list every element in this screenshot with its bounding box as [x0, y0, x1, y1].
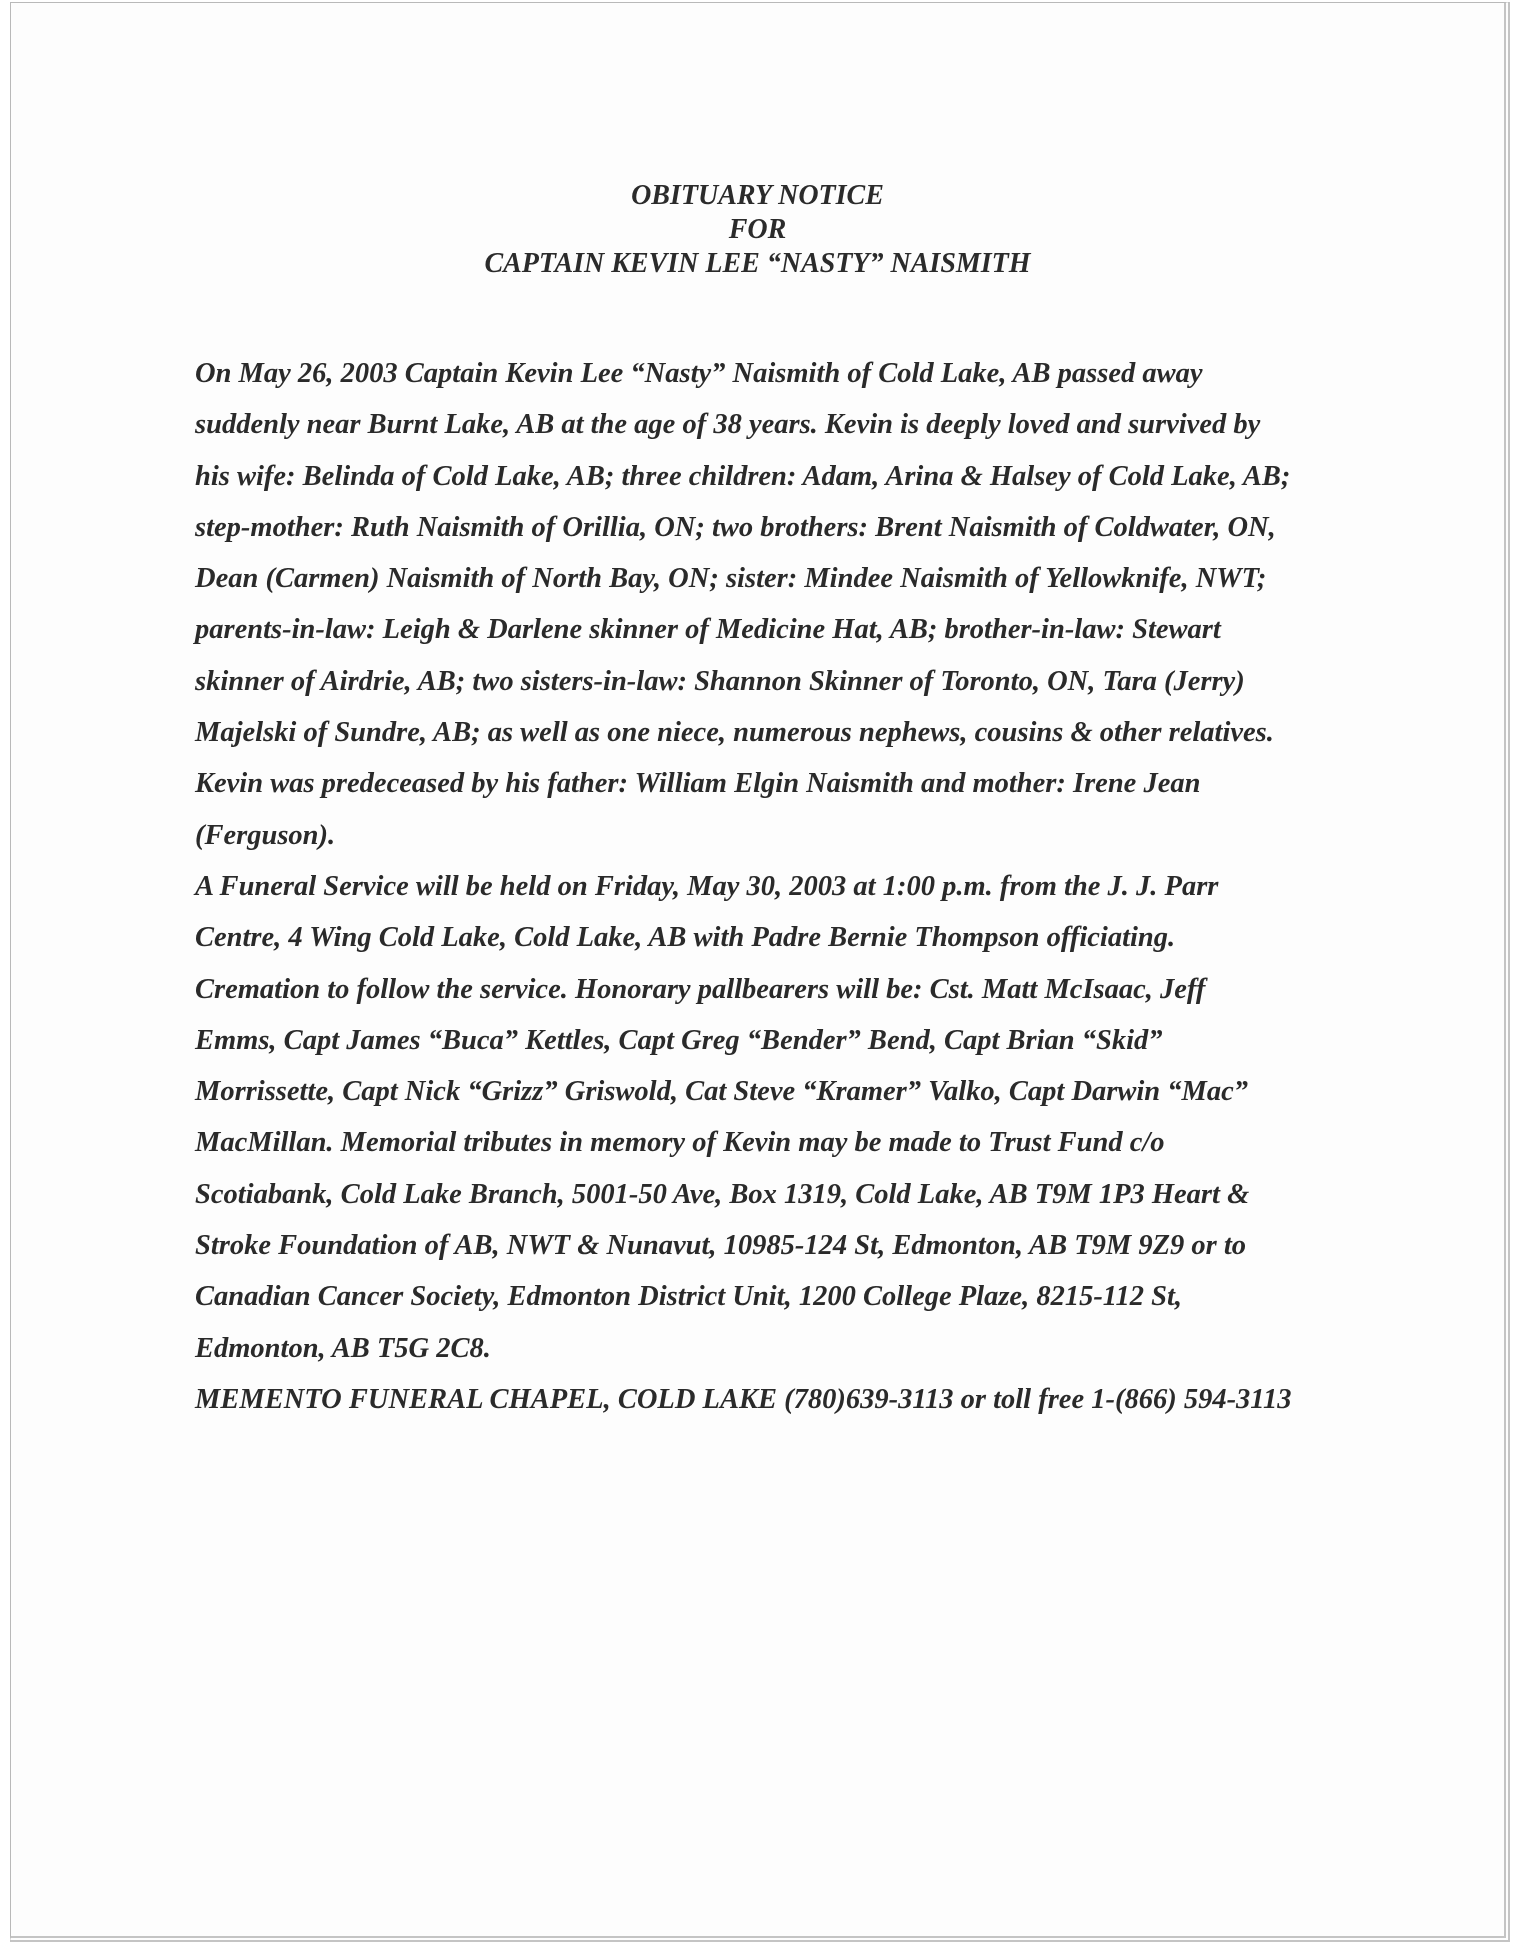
title-line: CAPTAIN KEVIN LEE “NASTY” NAISMITH: [484, 248, 1031, 279]
body-line: Scotiabank, Cold Lake Branch, 5001-50 Ave, Box 1319, Cold Lake, AB T9M 1P3 Heart &: [195, 1178, 1250, 1210]
body-line: Majelski of Sundre, AB; as well as one niece, numerous nephews, cousins & other relatives.: [195, 717, 1274, 749]
body-line: Stroke Foundation of AB, NWT & Nunavut, 10985-124 St, Edmonton, AB T9M 9Z9 or to: [195, 1230, 1246, 1262]
title-line: OBITUARY NOTICE: [631, 180, 884, 211]
body-line: Morrissette, Capt Nick “Grizz” Griswold, Cat Steve “Kramer” Valko, Capt Darwin “Mac”: [195, 1076, 1249, 1108]
document-page: [10, 2, 1510, 1942]
body-line: Edmonton, AB T5G 2C8.: [195, 1332, 491, 1364]
body-line: MacMillan. Memorial tributes in memory of Kevin may be made to Trust Fund c/o: [195, 1127, 1165, 1159]
body-line: On May 26, 2003 Captain Kevin Lee “Nasty” Naismith of Cold Lake, AB passed away: [195, 358, 1203, 389]
body-line: Kevin was predeceased by his father: William Elgin Naismith and mother: Irene Jean: [195, 768, 1201, 800]
body-line: skinner of Airdrie, AB; two sisters-in-law: Shannon Skinner of Toronto, ON, Tara (Jerry): [195, 665, 1245, 697]
body-line: MEMENTO FUNERAL CHAPEL, COLD LAKE (780)639-3113 or toll free 1-(866) 594-3113: [195, 1383, 1292, 1415]
document-title: [11, 179, 1504, 281]
body-line: Dean (Carmen) Naismith of North Bay, ON; sister: Mindee Naismith of Yellowknife, NWT;: [195, 563, 1267, 595]
body-line: parents-in-law: Leigh & Darlene skinner of Medicine Hat, AB; brother-in-law: Stewart: [195, 614, 1221, 646]
body-line: his wife: Belinda of Cold Lake, AB; three children: Adam, Arina & Halsey of Cold Lake, AB;: [195, 460, 1291, 492]
body-line: Cremation to follow the service. Honorary pallbearers will be: Cst. Matt McIsaac, Jeff: [195, 973, 1206, 1005]
body-line: A Funeral Service will be held on Friday, May 30, 2003 at 1:00 p.m. from the J. J. Parr: [195, 870, 1219, 902]
body-line: Emms, Capt James “Buca” Kettles, Capt Greg “Bender” Bend, Capt Brian “Skid”: [195, 1024, 1163, 1056]
body-line: Canadian Cancer Society, Edmonton District Unit, 1200 College Plaze, 8215-112 St,: [195, 1281, 1183, 1313]
title-line: FOR: [728, 214, 787, 245]
body-line: Centre, 4 Wing Cold Lake, Cold Lake, AB with Padre Bernie Thompson officiating.: [195, 922, 1176, 954]
obituary-body: [195, 348, 1355, 1425]
body-line: (Ferguson).: [195, 819, 336, 851]
body-line: suddenly near Burnt Lake, AB at the age of 38 years. Kevin is deeply loved and survived by: [195, 409, 1261, 441]
body-line: step-mother: Ruth Naismith of Orillia, ON; two brothers: Brent Naismith of Coldwater, ON,: [195, 511, 1276, 543]
